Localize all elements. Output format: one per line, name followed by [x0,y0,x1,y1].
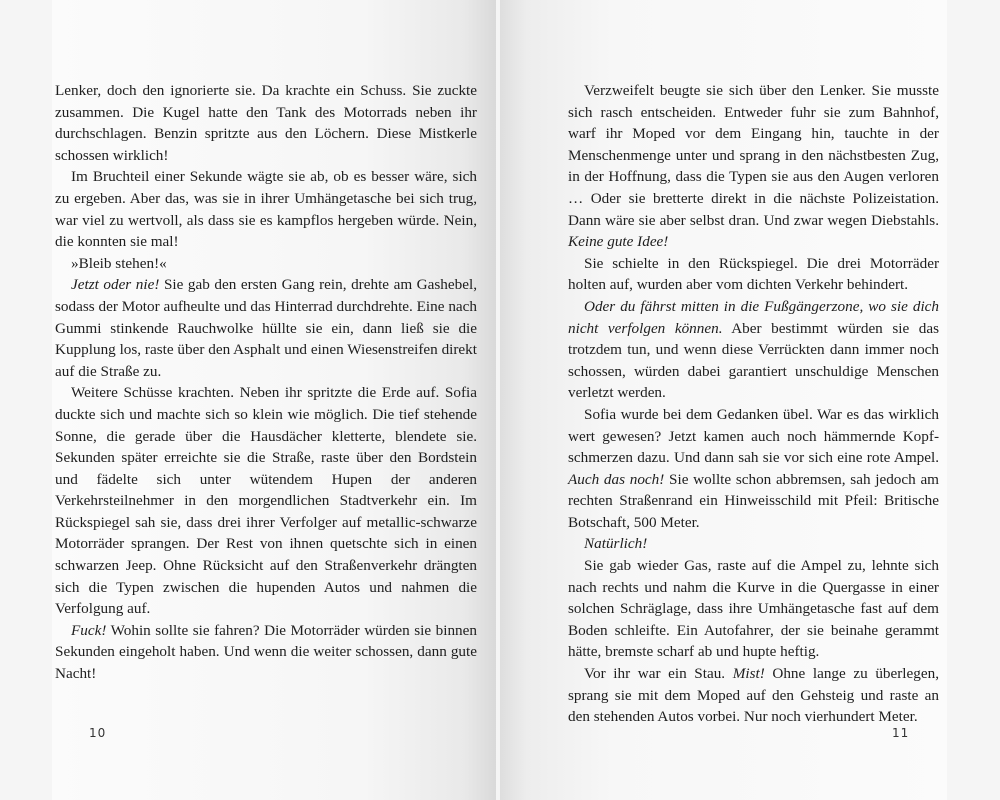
paragraph [568,80,939,253]
italic-text: Fuck! [71,621,107,639]
paragraph [568,663,939,728]
body-text: Sie wollte schon abbremsen, sah jedoch am rechten Straßenrand ein Hinweisschild mit Pfeil: Britische Botschaft, 500 Meter. [568,470,940,531]
body-text: Verzweifelt beugte sie sich über den Lenker. Sie musste sich rasch entscheiden. Entweder fuhr sie zum Bahnhof, warf ihr Moped vor dem Eingang hin, tauchte in der Menschenmenge unter und sprang in den nächstbesten Zug, in der Hoffnung, dass die Typen sie aus den Augen verloren … Oder sie bretterte direkt in die nächste Polizeistation. Dann wäre sie aber selbst dran. Und zwar wegen Diebstahls. [568,82,939,229]
body-text: Lenker, doch den ignorierte sie. Da krachte ein Schuss. Sie zuckte zusammen. Die Kugel hatte den Tank des Motorrads neben ihr durchschlagen. Benzin spritzte aus den Löchern. Diese Mistkerle schossen wirklich! [55,82,477,164]
paragraph [55,274,477,382]
body-text: Ohne lange zu überlegen, sprang sie mit dem Moped auf den Gehsteig und raste an den stehenden Autos vorbei. Nur noch vierhundert Meter. [568,665,939,726]
italic-text: Auch das noch! [568,470,665,488]
italic-text: Mist! [732,665,765,683]
left-page-text [55,80,477,685]
body-text: »Bleib stehen!« [71,254,167,272]
italic-text: Oder du fährst mitten in die Fußgängerzone, wo sie dich nicht verfolgen können. [568,297,939,337]
right-page-text [568,80,939,728]
body-text: Aber bestimmt würden sie das trotzdem tun, und wenn diese Verrückten dann immer noch schossen, würden dabei garantiert unschuldige Menschen verletzt werden. [568,319,940,402]
page-number-right: 11 [892,726,910,740]
body-text: Sie schielte in den Rückspiegel. Die drei Motorräder holten auf, wurden aber vom dichten Verkehr behindert. [568,254,939,294]
page-number-left: 10 [89,726,107,740]
italic-text: Natürlich! [584,535,648,553]
paragraph [568,555,939,663]
paragraph [55,166,477,252]
paragraph [55,253,477,275]
paragraph [568,404,939,534]
body-text: Sie gab wieder Gas, raste auf die Ampel zu, lehnte sich nach rechts und nahm die Kurve in die Quergasse in einer solchen Schräglage, dass ihre Umhängetasche fast auf dem Boden schleifte. Ein Autofahrer, der sie beinahe gerammt hätte, bremste scharf ab und hupte heftig. [568,557,939,661]
right-page [500,0,947,800]
body-text: Sie gab den ersten Gang rein, drehte am Gashebel, sodass der Motor aufheulte und das Hinterrad durchdrehte. Eine nach Gummi stinkende Rauchwolke hüllte sie ein, dann ließ sie die Kupplung los, raste über den Asphalt und einen Wiesenstreifen direkt auf die Straße zu. [55,276,477,380]
body-text: Wohin sollte sie fahren? Die Motorräder würden sie binnen Sekunden eingeholt haben. Und wenn die weiter schossen, dann gute Nacht! [55,621,477,683]
paragraph [568,296,939,404]
paragraph [568,253,939,296]
paragraph [568,533,939,555]
paragraph [55,620,477,685]
body-text: Im Bruchteil einer Sekunde wägte sie ab, ob es besser wäre, sich zu ergeben. Aber das, was sie in ihrer Umhängetasche bei sich trug, war viel zu wertvoll, als dass sie es kampflos hergeben würde. Nein, die konnten sie mal! [55,168,477,251]
body-text: Weitere Schüsse krachten. Neben ihr spritzte die Erde auf. Sofia duckte sich und machte sich so klein wie möglich. Die tief stehende Sonne, die gerade über die Hausdächer kletterte, blendete sie. Sekunden später erreichte sie die Straße, raste über den Bordstein und fädelte sich unter wütendem Hupen der anderen Verkehrsteilnehmer in den morgendlichen Stadtverkehr ein. Im Rückspiegel sah sie, dass drei ihrer Verfolger auf metallic-schwarze Motorräder sprangen. Der Rest von ihnen quetschte sich in einen schwarzen Jeep. Ohne Rücksicht auf den Straßenverkehr drängten sich die Typen zwischen die hupenden Autos und nahmen die Verfolgung auf. [55,384,477,618]
italic-text: Jetzt oder nie! [71,276,160,294]
italic-text: Keine gute Idee! [568,233,669,251]
paragraph [55,382,477,620]
paragraph [55,80,477,166]
left-page [52,0,496,800]
body-text: Sofia wurde bei dem Gedanken übel. War es das wirklich wert gewesen? Jetzt kamen auch noch hämmernde Kopfschmerzen dazu. Und dann sah sie vor sich eine rote Ampel. [568,405,939,467]
body-text: Vor ihr war ein Stau. [584,665,733,683]
